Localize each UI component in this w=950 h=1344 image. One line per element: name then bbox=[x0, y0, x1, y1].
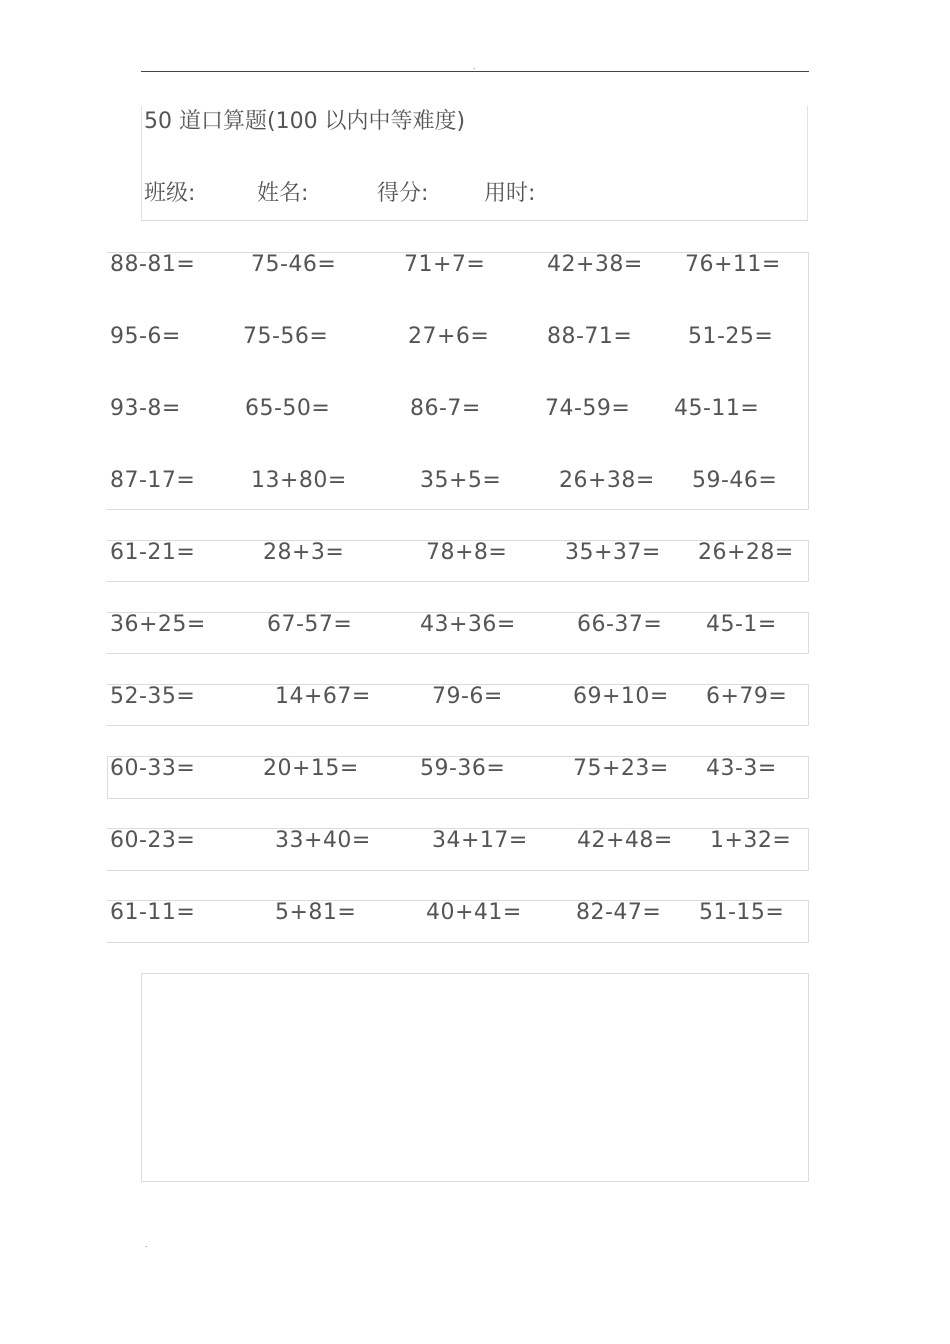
problem: 88-81= bbox=[110, 252, 196, 277]
field-score: 得分: bbox=[377, 181, 429, 206]
problem: 78+8= bbox=[426, 540, 508, 565]
problem: 66-37= bbox=[577, 612, 663, 637]
problem: 82-47= bbox=[576, 900, 662, 925]
problem: 43+36= bbox=[420, 612, 516, 637]
problem: 26+38= bbox=[559, 468, 655, 493]
field-class: 班级: bbox=[144, 181, 196, 206]
problem: 33+40= bbox=[275, 828, 371, 853]
top-dot: . bbox=[473, 62, 476, 71]
worksheet-title: 50 道口算题(100 以内中等难度) bbox=[144, 109, 466, 134]
problem: 61-21= bbox=[110, 540, 196, 565]
problem: 71+7= bbox=[404, 252, 486, 277]
problem: 59-46= bbox=[692, 468, 778, 493]
field-name: 姓名: bbox=[257, 181, 309, 206]
problem: 67-57= bbox=[267, 612, 353, 637]
problem: 59-36= bbox=[420, 756, 506, 781]
problem: 20+15= bbox=[263, 756, 359, 781]
problem: 60-23= bbox=[110, 828, 196, 853]
problem: 51-25= bbox=[688, 324, 774, 349]
problem: 51-15= bbox=[699, 900, 785, 925]
problem: 35+37= bbox=[565, 540, 661, 565]
problem: 87-17= bbox=[110, 468, 196, 493]
problem: 35+5= bbox=[420, 468, 502, 493]
field-time: 用时: bbox=[484, 181, 536, 206]
problem: 36+25= bbox=[110, 612, 206, 637]
problem: 43-3= bbox=[706, 756, 777, 781]
problem: 6+79= bbox=[706, 684, 788, 709]
top-rule bbox=[141, 71, 809, 72]
problem: 34+17= bbox=[432, 828, 528, 853]
problem: 45-11= bbox=[674, 396, 760, 421]
problem: 42+38= bbox=[547, 252, 643, 277]
problem: 88-71= bbox=[547, 324, 633, 349]
problem: 61-11= bbox=[110, 900, 196, 925]
bottom-dot: . bbox=[145, 1240, 148, 1249]
problem: 65-50= bbox=[245, 396, 331, 421]
problem: 93-8= bbox=[110, 396, 181, 421]
problem: 75-46= bbox=[251, 252, 337, 277]
problem: 27+6= bbox=[408, 324, 490, 349]
problem: 42+48= bbox=[577, 828, 673, 853]
problem: 76+11= bbox=[685, 252, 781, 277]
problem: 14+67= bbox=[275, 684, 371, 709]
problem: 28+3= bbox=[263, 540, 345, 565]
problem: 26+28= bbox=[698, 540, 794, 565]
problem: 74-59= bbox=[545, 396, 631, 421]
problem: 5+81= bbox=[275, 900, 357, 925]
problem: 60-33= bbox=[110, 756, 196, 781]
problem: 79-6= bbox=[432, 684, 503, 709]
problem: 75-56= bbox=[243, 324, 329, 349]
problem: 1+32= bbox=[710, 828, 792, 853]
problem: 52-35= bbox=[110, 684, 196, 709]
problem: 95-6= bbox=[110, 324, 181, 349]
problem: 69+10= bbox=[573, 684, 669, 709]
problem: 13+80= bbox=[251, 468, 347, 493]
problem: 45-1= bbox=[706, 612, 777, 637]
problem: 86-7= bbox=[410, 396, 481, 421]
blank-box bbox=[141, 973, 809, 1182]
problem: 75+23= bbox=[573, 756, 669, 781]
problem: 40+41= bbox=[426, 900, 522, 925]
